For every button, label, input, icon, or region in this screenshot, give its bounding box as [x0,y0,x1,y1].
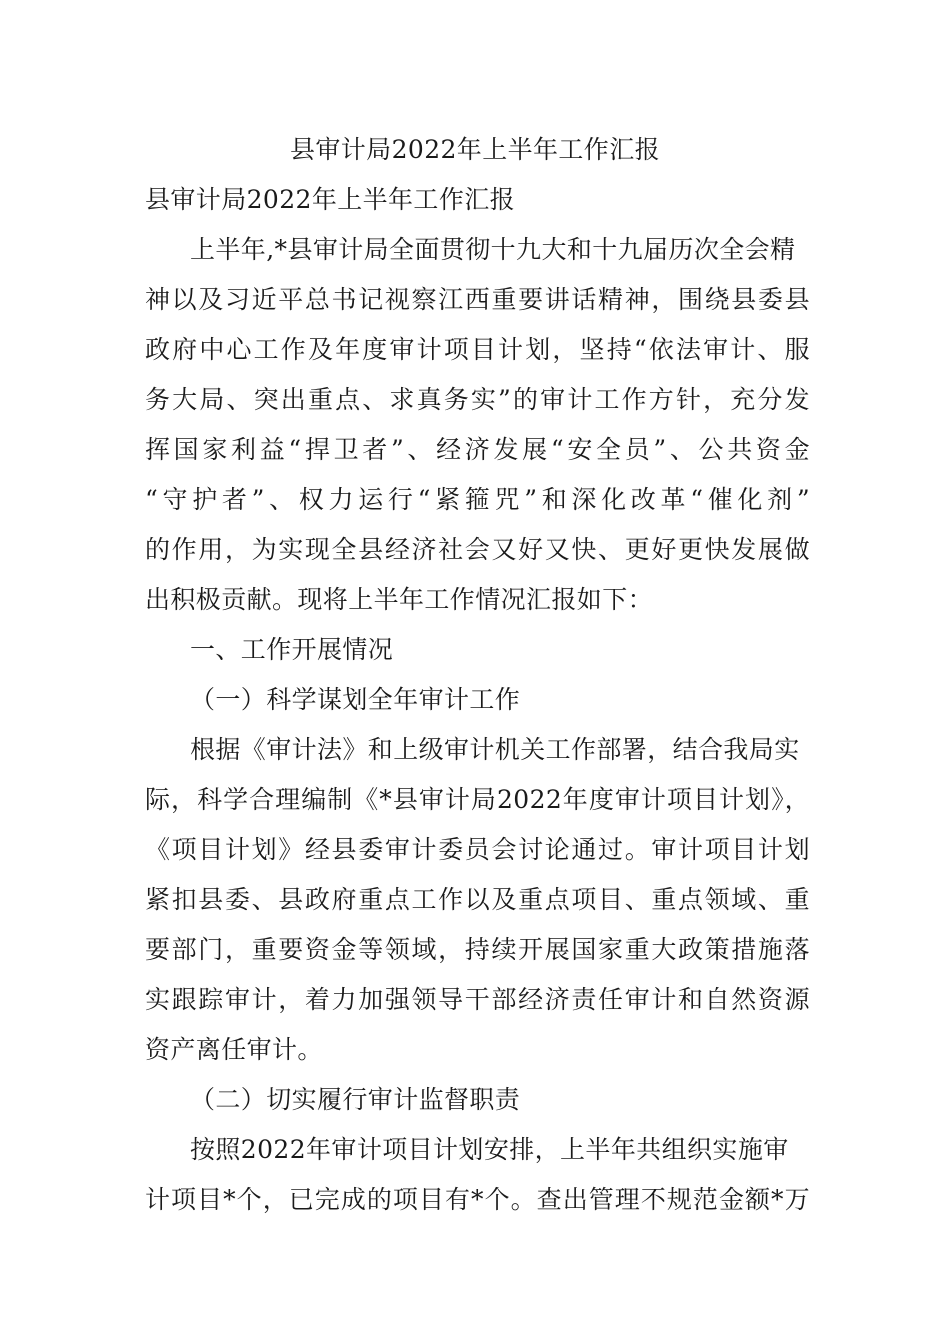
subsection-heading-1: （一）科学谋划全年审计工作 [190,685,521,714]
document-title: 县审计局2022年上半年工作汇报 [289,135,661,164]
intro-line-6: “守护者”、权力运行“紧箍咒”和深化改革“催化剂” [145,485,810,514]
intro-line-4: 务大局、突出重点、求真务实”的审计工作方针，充分发 [145,385,810,414]
sub1-line-5: 要部门，重要资金等领域，持续开展国家重大政策措施落 [145,935,810,964]
intro-line-5: 挥国家利益“捍卫者”、经济发展“安全员”、公共资金 [145,435,810,464]
sub1-line-2: 际，科学合理编制《*县审计局2022年度审计项目计划》， [145,785,810,814]
intro-line-3: 政府中心工作及年度审计项目计划，坚持“依法审计、服 [145,335,810,364]
sub1-line-7: 资产离任审计。 [145,1035,323,1064]
sub1-line-1: 根据《审计法》和上级审计机关工作部署，结合我局实 [190,735,800,764]
sub1-line-4: 紧扣县委、县政府重点工作以及重点项目、重点领域、重 [145,885,810,914]
sub1-line-3: 《项目计划》经县委审计委员会讨论通过。审计项目计划 [145,835,810,864]
intro-line-8: 出积极贡献。现将上半年工作情况汇报如下： [145,585,654,614]
document-subtitle: 县审计局2022年上半年工作汇报 [145,185,516,214]
subsection-heading-2: （二）切实履行审计监督职责 [190,1085,521,1114]
intro-line-7: 的作用，为实现全县经济社会又好又快、更好更快发展做 [145,535,810,564]
section-heading: 一、工作开展情况 [190,635,394,664]
sub2-line-2: 计项目*个，已完成的项目有*个。查出管理不规范金额*万 [145,1185,810,1214]
sub2-line-1: 按照2022年审计项目计划安排，上半年共组织实施审 [190,1135,789,1164]
sub1-line-6: 实跟踪审计，着力加强领导干部经济责任审计和自然资源 [145,985,810,1014]
intro-line-1: 上半年,*县审计局全面贯彻十九大和十九届历次全会精 [190,235,796,264]
intro-line-2: 神以及习近平总书记视察江西重要讲话精神，围绕县委县 [145,285,810,314]
